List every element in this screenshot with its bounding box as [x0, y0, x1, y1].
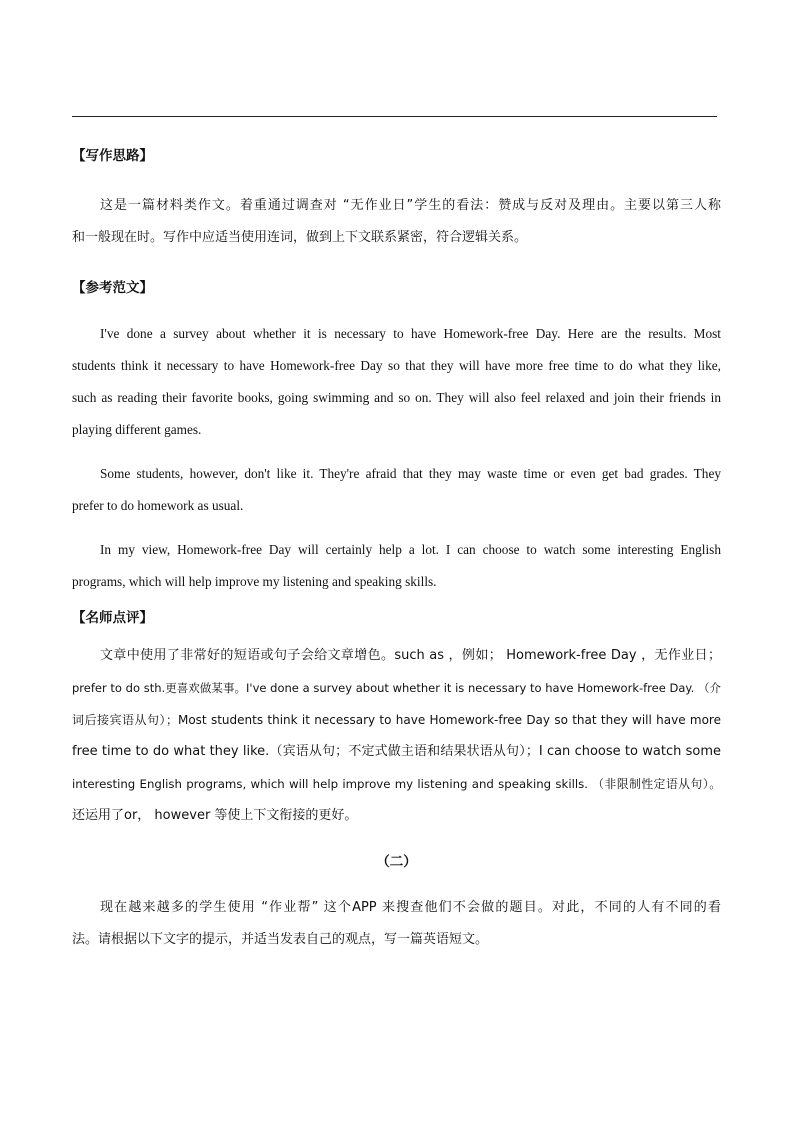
section-heading-teacher-comment: 【名师点评】 [72, 610, 153, 626]
text-line: prefer to do sth.更喜欢做某事。I've done a survey about whether it is necessary to have Homework-free Day. （介 [72, 681, 721, 695]
part-two-prompt [72, 892, 721, 956]
text-line: such as reading their favorite books, going swimming and so on. They will also feel relaxed and join their friends in [72, 390, 721, 405]
text-line: free time to do what they like.（宾语从句；不定式做主语和结果状语从句）；I can choose to watch some [72, 744, 721, 759]
part-two-title: （二） [376, 854, 417, 870]
text-line: 现在越来越多的学生使用 “作业帮” 这个APP 来搜查他们不会做的题目。对此，不同的人有不同的看 [100, 900, 721, 915]
text-line: In my view, Homework-free Day will certainly help a lot. I can choose to watch some interesting English [100, 542, 721, 557]
text-line: interesting English programs, which will help improve my listening and speaking skills. （非限制性定语从句）。 [72, 777, 721, 791]
document-body [72, 146, 721, 956]
model-essay-paragraph-3 [72, 534, 721, 598]
model-essay-paragraph-2 [72, 458, 721, 522]
text-line: 文章中使用了非常好的短语或句子会给文章增色。such as ，例如； Homework-free Day ，无作业日； [100, 648, 721, 663]
header-rule [72, 116, 717, 117]
text-line: I've done a survey about whether it is necessary to have Homework-free Day. Here are the results. Most [100, 326, 721, 341]
text-line: 和一般现在时。写作中应适当使用连词，做到上下文联系紧密，符合逻辑关系。 [72, 230, 528, 245]
model-essay-paragraph-1 [72, 318, 721, 446]
text-line: playing different games. [72, 422, 202, 437]
text-line: 法。请根据以下文字的提示，并适当发表自己的观点，写一篇英语短文。 [72, 932, 489, 947]
text-line: prefer to do homework as usual. [72, 498, 244, 513]
text-line: 这是一篇材料类作文。着重通过调查对 “无作业日”学生的看法：赞成与反对及理由。主要以第三人称 [100, 198, 721, 213]
text-line: 还运用了or， however 等使上下文衔接的更好。 [72, 808, 358, 823]
text-line: programs, which will help improve my listening and speaking skills. [72, 574, 437, 589]
section-heading-writing-idea: 【写作思路】 [72, 148, 153, 164]
text-line: students think it necessary to have Homework-free Day so that they will have more free time to do what they like, [72, 358, 721, 373]
text-line: 词后接宾语从句）；Most students think it necessary to have Homework-free Day so that they will have more [72, 713, 721, 727]
teacher-comment-paragraph [72, 640, 721, 832]
section-heading-model-essay: 【参考范文】 [72, 280, 153, 296]
text-line: Some students, however, don't like it. They're afraid that they may waste time or even get bad grades. They [100, 466, 721, 481]
writing-idea-paragraph [72, 190, 721, 254]
